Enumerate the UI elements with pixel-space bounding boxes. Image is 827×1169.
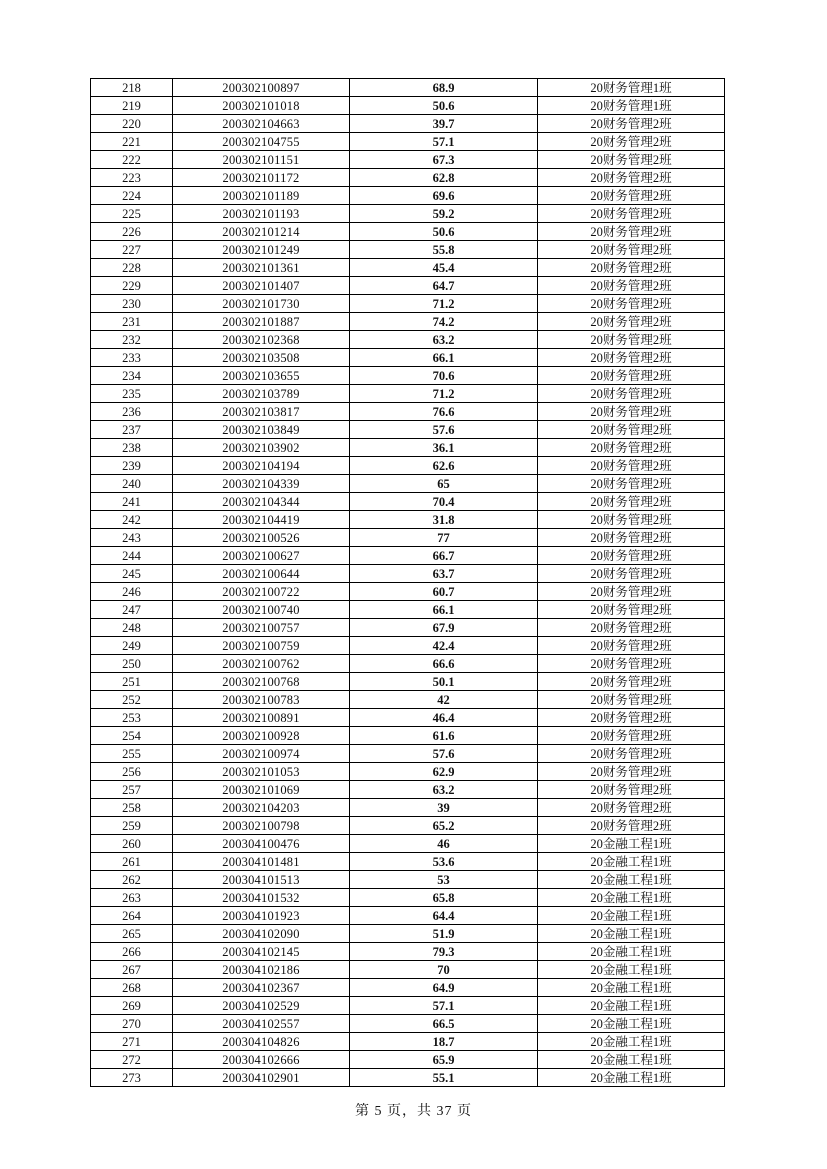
student-id-cell: 200302101249: [173, 241, 350, 259]
class-name-cell: 20财务管理2班: [538, 439, 725, 457]
score-cell: 55.1: [350, 1069, 538, 1087]
student-id-cell: 200302101407: [173, 277, 350, 295]
student-id-cell: 200302101214: [173, 223, 350, 241]
table-row: [91, 259, 725, 277]
student-id-cell: 200302104755: [173, 133, 350, 151]
class-name-cell: 20财务管理2班: [538, 511, 725, 529]
score-cell: 66.1: [350, 349, 538, 367]
class-name-cell: 20财务管理2班: [538, 601, 725, 619]
score-cell: 46.4: [350, 709, 538, 727]
student-id-cell: 200302101151: [173, 151, 350, 169]
score-table: [90, 78, 725, 1087]
score-cell: 67.3: [350, 151, 538, 169]
row-number-cell: 262: [91, 871, 173, 889]
table-row: [91, 457, 725, 475]
class-name-cell: 20财务管理2班: [538, 241, 725, 259]
table-row: [91, 637, 725, 655]
class-name-cell: 20财务管理2班: [538, 313, 725, 331]
table-row: [91, 673, 725, 691]
score-cell: 66.6: [350, 655, 538, 673]
table-row: [91, 295, 725, 313]
table-row: [91, 763, 725, 781]
student-id-cell: 200302101018: [173, 97, 350, 115]
table-row: [91, 547, 725, 565]
student-id-cell: 200304100476: [173, 835, 350, 853]
class-name-cell: 20金融工程1班: [538, 835, 725, 853]
row-number-cell: 251: [91, 673, 173, 691]
student-id-cell: 200302100798: [173, 817, 350, 835]
class-name-cell: 20财务管理2班: [538, 349, 725, 367]
score-cell: 64.4: [350, 907, 538, 925]
score-cell: 64.9: [350, 979, 538, 997]
row-number-cell: 257: [91, 781, 173, 799]
table-row: [91, 745, 725, 763]
score-cell: 79.3: [350, 943, 538, 961]
table-row: [91, 385, 725, 403]
table-row: [91, 367, 725, 385]
score-cell: 60.7: [350, 583, 538, 601]
score-cell: 70: [350, 961, 538, 979]
row-number-cell: 219: [91, 97, 173, 115]
class-name-cell: 20财务管理2班: [538, 817, 725, 835]
student-id-cell: 200302100762: [173, 655, 350, 673]
class-name-cell: 20财务管理2班: [538, 745, 725, 763]
class-name-cell: 20财务管理2班: [538, 331, 725, 349]
row-number-cell: 237: [91, 421, 173, 439]
class-name-cell: 20财务管理2班: [538, 673, 725, 691]
class-name-cell: 20金融工程1班: [538, 979, 725, 997]
class-name-cell: 20金融工程1班: [538, 997, 725, 1015]
row-number-cell: 250: [91, 655, 173, 673]
class-name-cell: 20金融工程1班: [538, 871, 725, 889]
student-id-cell: 200302100897: [173, 79, 350, 97]
class-name-cell: 20金融工程1班: [538, 1033, 725, 1051]
row-number-cell: 261: [91, 853, 173, 871]
class-name-cell: 20金融工程1班: [538, 1051, 725, 1069]
table-row: [91, 277, 725, 295]
row-number-cell: 221: [91, 133, 173, 151]
score-cell: 51.9: [350, 925, 538, 943]
score-cell: 71.2: [350, 295, 538, 313]
score-cell: 18.7: [350, 1033, 538, 1051]
score-cell: 71.2: [350, 385, 538, 403]
table-row: [91, 979, 725, 997]
table-row: [91, 421, 725, 439]
student-id-cell: 200304102367: [173, 979, 350, 997]
class-name-cell: 20财务管理2班: [538, 475, 725, 493]
table-row: [91, 349, 725, 367]
score-cell: 46: [350, 835, 538, 853]
student-id-cell: 200302103789: [173, 385, 350, 403]
row-number-cell: 264: [91, 907, 173, 925]
row-number-cell: 256: [91, 763, 173, 781]
row-number-cell: 235: [91, 385, 173, 403]
student-id-cell: 200302104419: [173, 511, 350, 529]
table-row: [91, 115, 725, 133]
row-number-cell: 230: [91, 295, 173, 313]
score-cell: 67.9: [350, 619, 538, 637]
table-row: [91, 475, 725, 493]
student-id-cell: 200304101923: [173, 907, 350, 925]
score-cell: 64.7: [350, 277, 538, 295]
row-number-cell: 246: [91, 583, 173, 601]
score-cell: 74.2: [350, 313, 538, 331]
student-id-cell: 200304102090: [173, 925, 350, 943]
student-id-cell: 200302104203: [173, 799, 350, 817]
class-name-cell: 20财务管理2班: [538, 385, 725, 403]
student-id-cell: 200302100757: [173, 619, 350, 637]
class-name-cell: 20财务管理2班: [538, 457, 725, 475]
class-name-cell: 20财务管理2班: [538, 637, 725, 655]
score-cell: 62.6: [350, 457, 538, 475]
row-number-cell: 267: [91, 961, 173, 979]
class-name-cell: 20金融工程1班: [538, 943, 725, 961]
row-number-cell: 225: [91, 205, 173, 223]
score-cell: 62.9: [350, 763, 538, 781]
student-id-cell: 200304102666: [173, 1051, 350, 1069]
student-id-cell: 200302100627: [173, 547, 350, 565]
row-number-cell: 247: [91, 601, 173, 619]
table-row: [91, 151, 725, 169]
student-id-cell: 200304102557: [173, 1015, 350, 1033]
student-id-cell: 200302104344: [173, 493, 350, 511]
row-number-cell: 253: [91, 709, 173, 727]
row-number-cell: 242: [91, 511, 173, 529]
row-number-cell: 239: [91, 457, 173, 475]
table-row: [91, 871, 725, 889]
row-number-cell: 265: [91, 925, 173, 943]
score-cell: 69.6: [350, 187, 538, 205]
row-number-cell: 271: [91, 1033, 173, 1051]
student-id-cell: 200302100783: [173, 691, 350, 709]
class-name-cell: 20财务管理2班: [538, 367, 725, 385]
class-name-cell: 20财务管理2班: [538, 151, 725, 169]
score-cell: 57.1: [350, 133, 538, 151]
student-id-cell: 200304104826: [173, 1033, 350, 1051]
student-id-cell: 200304102901: [173, 1069, 350, 1087]
row-number-cell: 272: [91, 1051, 173, 1069]
row-number-cell: 227: [91, 241, 173, 259]
score-cell: 66.1: [350, 601, 538, 619]
student-id-cell: 200302101730: [173, 295, 350, 313]
row-number-cell: 240: [91, 475, 173, 493]
table-row: [91, 691, 725, 709]
score-cell: 63.7: [350, 565, 538, 583]
row-number-cell: 226: [91, 223, 173, 241]
table-row: [91, 889, 725, 907]
table-row: [91, 187, 725, 205]
score-cell: 50.6: [350, 223, 538, 241]
student-id-cell: 200302100644: [173, 565, 350, 583]
score-cell: 65.8: [350, 889, 538, 907]
row-number-cell: 236: [91, 403, 173, 421]
score-cell: 45.4: [350, 259, 538, 277]
class-name-cell: 20财务管理2班: [538, 583, 725, 601]
table-row: [91, 997, 725, 1015]
student-id-cell: 200302100928: [173, 727, 350, 745]
table-row: [91, 493, 725, 511]
score-cell: 65.9: [350, 1051, 538, 1069]
student-id-cell: 200302100759: [173, 637, 350, 655]
class-name-cell: 20财务管理2班: [538, 547, 725, 565]
row-number-cell: 234: [91, 367, 173, 385]
row-number-cell: 263: [91, 889, 173, 907]
table-row: [91, 655, 725, 673]
row-number-cell: 273: [91, 1069, 173, 1087]
score-cell: 57.6: [350, 745, 538, 763]
table-row: [91, 79, 725, 97]
class-name-cell: 20财务管理2班: [538, 727, 725, 745]
student-id-cell: 200304101513: [173, 871, 350, 889]
student-id-cell: 200302100526: [173, 529, 350, 547]
class-name-cell: 20财务管理2班: [538, 133, 725, 151]
score-cell: 57.1: [350, 997, 538, 1015]
table-row: [91, 529, 725, 547]
score-cell: 70.6: [350, 367, 538, 385]
student-id-cell: 200302103817: [173, 403, 350, 421]
score-cell: 39: [350, 799, 538, 817]
table-row: [91, 799, 725, 817]
table-row: [91, 583, 725, 601]
score-table-body: [91, 79, 725, 1087]
score-cell: 57.6: [350, 421, 538, 439]
class-name-cell: 20财务管理2班: [538, 115, 725, 133]
table-row: [91, 313, 725, 331]
row-number-cell: 249: [91, 637, 173, 655]
class-name-cell: 20财务管理1班: [538, 97, 725, 115]
row-number-cell: 223: [91, 169, 173, 187]
table-row: [91, 943, 725, 961]
student-id-cell: 200302101053: [173, 763, 350, 781]
table-row: [91, 1069, 725, 1087]
student-id-cell: 200302103655: [173, 367, 350, 385]
row-number-cell: 252: [91, 691, 173, 709]
table-row: [91, 727, 725, 745]
table-row: [91, 133, 725, 151]
row-number-cell: 222: [91, 151, 173, 169]
table-row: [91, 709, 725, 727]
class-name-cell: 20财务管理2班: [538, 763, 725, 781]
student-id-cell: 200302101193: [173, 205, 350, 223]
class-name-cell: 20财务管理2班: [538, 493, 725, 511]
score-cell: 77: [350, 529, 538, 547]
row-number-cell: 244: [91, 547, 173, 565]
student-id-cell: 200302100891: [173, 709, 350, 727]
student-id-cell: 200302101172: [173, 169, 350, 187]
table-row: [91, 439, 725, 457]
score-cell: 65.2: [350, 817, 538, 835]
table-row: [91, 853, 725, 871]
student-id-cell: 200302103902: [173, 439, 350, 457]
class-name-cell: 20财务管理2班: [538, 799, 725, 817]
score-cell: 61.6: [350, 727, 538, 745]
student-id-cell: 200304101532: [173, 889, 350, 907]
class-name-cell: 20财务管理2班: [538, 529, 725, 547]
student-id-cell: 200304102145: [173, 943, 350, 961]
table-row: [91, 1015, 725, 1033]
student-id-cell: 200302102368: [173, 331, 350, 349]
table-row: [91, 241, 725, 259]
class-name-cell: 20财务管理2班: [538, 259, 725, 277]
table-row: [91, 331, 725, 349]
row-number-cell: 254: [91, 727, 173, 745]
table-row: [91, 205, 725, 223]
class-name-cell: 20财务管理2班: [538, 169, 725, 187]
row-number-cell: 231: [91, 313, 173, 331]
table-row: [91, 619, 725, 637]
row-number-cell: 233: [91, 349, 173, 367]
row-number-cell: 248: [91, 619, 173, 637]
row-number-cell: 220: [91, 115, 173, 133]
row-number-cell: 259: [91, 817, 173, 835]
row-number-cell: 260: [91, 835, 173, 853]
table-row: [91, 169, 725, 187]
student-id-cell: 200302101069: [173, 781, 350, 799]
score-cell: 70.4: [350, 493, 538, 511]
score-cell: 39.7: [350, 115, 538, 133]
student-id-cell: 200302100722: [173, 583, 350, 601]
student-id-cell: 200302100768: [173, 673, 350, 691]
table-row: [91, 601, 725, 619]
table-row: [91, 565, 725, 583]
student-id-cell: 200302103849: [173, 421, 350, 439]
page-footer: 第 5 页，共 37 页: [355, 1104, 472, 1119]
class-name-cell: 20金融工程1班: [538, 961, 725, 979]
score-cell: 63.2: [350, 331, 538, 349]
row-number-cell: 255: [91, 745, 173, 763]
score-cell: 50.6: [350, 97, 538, 115]
score-cell: 62.8: [350, 169, 538, 187]
class-name-cell: 20金融工程1班: [538, 853, 725, 871]
row-number-cell: 228: [91, 259, 173, 277]
class-name-cell: 20金融工程1班: [538, 925, 725, 943]
class-name-cell: 20财务管理2班: [538, 619, 725, 637]
table-row: [91, 781, 725, 799]
row-number-cell: 218: [91, 79, 173, 97]
class-name-cell: 20金融工程1班: [538, 1015, 725, 1033]
student-id-cell: 200302101189: [173, 187, 350, 205]
table-row: [91, 97, 725, 115]
score-cell: 59.2: [350, 205, 538, 223]
table-row: [91, 403, 725, 421]
class-name-cell: 20财务管理2班: [538, 205, 725, 223]
student-id-cell: 200304102529: [173, 997, 350, 1015]
row-number-cell: 266: [91, 943, 173, 961]
row-number-cell: 268: [91, 979, 173, 997]
student-id-cell: 200302104194: [173, 457, 350, 475]
table-row: [91, 961, 725, 979]
score-cell: 65: [350, 475, 538, 493]
student-id-cell: 200302104339: [173, 475, 350, 493]
score-cell: 42.4: [350, 637, 538, 655]
row-number-cell: 243: [91, 529, 173, 547]
row-number-cell: 245: [91, 565, 173, 583]
score-cell: 50.1: [350, 673, 538, 691]
row-number-cell: 229: [91, 277, 173, 295]
class-name-cell: 20财务管理2班: [538, 403, 725, 421]
score-cell: 42: [350, 691, 538, 709]
row-number-cell: 270: [91, 1015, 173, 1033]
student-id-cell: 200302104663: [173, 115, 350, 133]
class-name-cell: 20财务管理2班: [538, 223, 725, 241]
class-name-cell: 20财务管理2班: [538, 691, 725, 709]
student-id-cell: 200302101361: [173, 259, 350, 277]
score-cell: 36.1: [350, 439, 538, 457]
student-id-cell: 200304101481: [173, 853, 350, 871]
table-row: [91, 223, 725, 241]
table-row: [91, 1033, 725, 1051]
table-row: [91, 817, 725, 835]
class-name-cell: 20金融工程1班: [538, 1069, 725, 1087]
class-name-cell: 20金融工程1班: [538, 889, 725, 907]
class-name-cell: 20财务管理2班: [538, 277, 725, 295]
class-name-cell: 20财务管理2班: [538, 655, 725, 673]
class-name-cell: 20财务管理2班: [538, 781, 725, 799]
score-cell: 31.8: [350, 511, 538, 529]
score-cell: 66.7: [350, 547, 538, 565]
row-number-cell: 241: [91, 493, 173, 511]
score-cell: 53: [350, 871, 538, 889]
row-number-cell: 238: [91, 439, 173, 457]
table-row: [91, 1051, 725, 1069]
class-name-cell: 20财务管理2班: [538, 421, 725, 439]
class-name-cell: 20财务管理2班: [538, 565, 725, 583]
class-name-cell: 20财务管理2班: [538, 709, 725, 727]
row-number-cell: 258: [91, 799, 173, 817]
score-cell: 53.6: [350, 853, 538, 871]
student-id-cell: 200302103508: [173, 349, 350, 367]
student-id-cell: 200302100974: [173, 745, 350, 763]
row-number-cell: 269: [91, 997, 173, 1015]
row-number-cell: 232: [91, 331, 173, 349]
table-row: [91, 925, 725, 943]
score-cell: 55.8: [350, 241, 538, 259]
class-name-cell: 20财务管理2班: [538, 187, 725, 205]
student-id-cell: 200304102186: [173, 961, 350, 979]
score-cell: 63.2: [350, 781, 538, 799]
table-row: [91, 511, 725, 529]
score-cell: 66.5: [350, 1015, 538, 1033]
table-row: [91, 907, 725, 925]
student-id-cell: 200302100740: [173, 601, 350, 619]
class-name-cell: 20财务管理1班: [538, 79, 725, 97]
student-id-cell: 200302101887: [173, 313, 350, 331]
table-row: [91, 835, 725, 853]
row-number-cell: 224: [91, 187, 173, 205]
class-name-cell: 20财务管理2班: [538, 295, 725, 313]
score-cell: 68.9: [350, 79, 538, 97]
score-cell: 76.6: [350, 403, 538, 421]
class-name-cell: 20金融工程1班: [538, 907, 725, 925]
